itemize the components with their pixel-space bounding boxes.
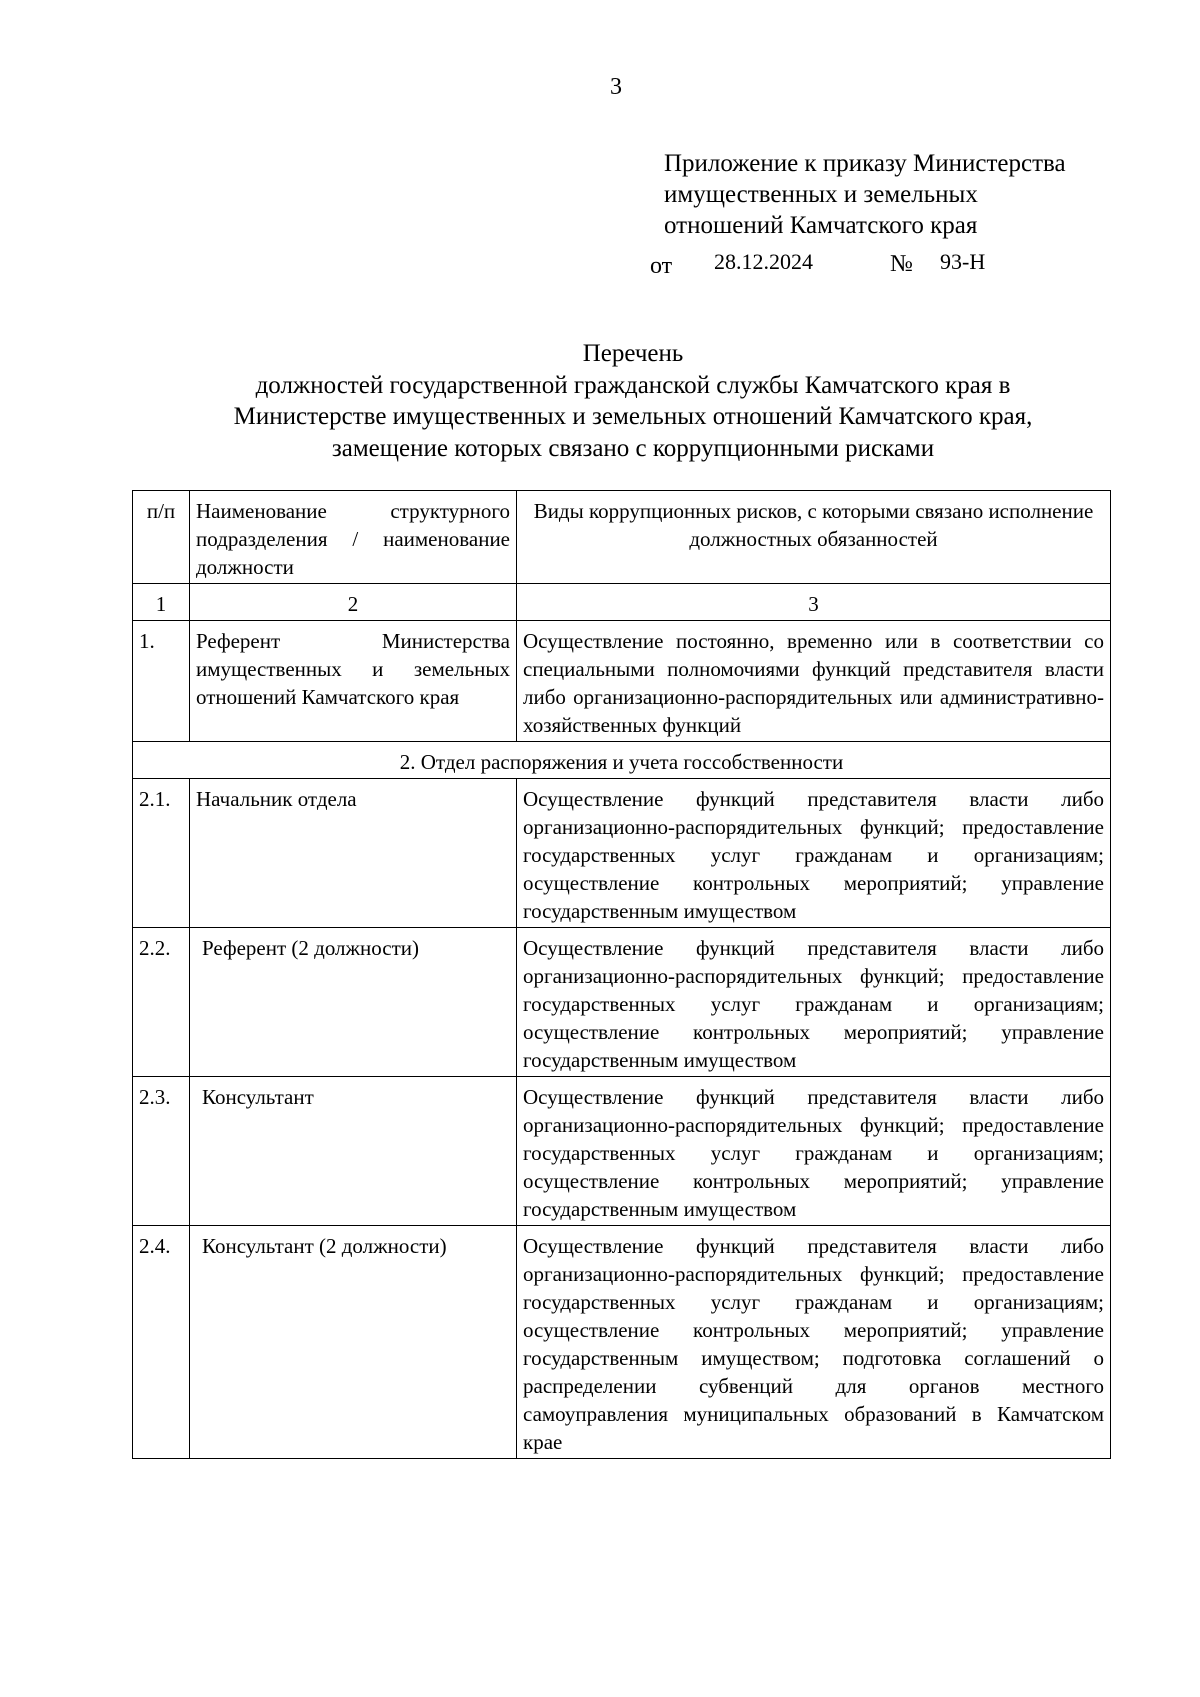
title-line: Перечень <box>582 340 684 367</box>
row-number: 2.2. <box>133 928 190 1077</box>
page-number: 3 <box>610 74 622 100</box>
positions-table <box>132 490 1111 1459</box>
row-number: 1. <box>133 621 190 742</box>
header-cell-risks: Виды коррупционных рисков, с которыми связано исполнение должностных обязанностей <box>517 491 1111 584</box>
risk-description: Осуществление функций представителя власти либо организационно-распорядительных функций; предоставление государственных услуг гражданам и организациям; осуществление контрольных мероприятий; управление государственным имуществом <box>517 779 1111 928</box>
table-header-row <box>133 491 1111 584</box>
document-title <box>130 338 1136 464</box>
table-row <box>133 928 1111 1077</box>
from-label: от <box>650 253 673 279</box>
position-name: Начальник отдела <box>190 779 517 928</box>
table-row <box>133 779 1111 928</box>
appendix-line: Приложение к приказу Министерства <box>664 150 1066 177</box>
table-row <box>133 621 1111 742</box>
order-number: 93-Н <box>940 249 986 274</box>
column-number: 3 <box>517 584 1111 621</box>
column-number: 2 <box>190 584 517 621</box>
risk-description: Осуществление постоянно, временно или в соответствии со специальными полномочиями функций представителя власти либо организационно-распорядительных или административно-хозяйственных функций <box>517 621 1111 742</box>
position-name: Референт Министерства имущественных и земельных отношений Камчатского края <box>190 621 517 742</box>
title-line: должностей государственной гражданской службы Камчатского края в <box>255 371 1011 399</box>
appendix-line: имущественных и земельных <box>664 181 978 208</box>
section-row <box>133 742 1111 779</box>
header-cell-number: п/п <box>133 491 190 584</box>
title-line: Министерстве имущественных и земельных отношений Камчатского края, <box>233 403 1033 430</box>
section-title: 2. Отдел распоряжения и учета госсобственности <box>133 742 1111 779</box>
risk-description: Осуществление функций представителя власти либо организационно-распорядительных функций; предоставление государственных услуг гражданам и организациям; осуществление контрольных мероприятий; управление государственным имуществом <box>517 928 1111 1077</box>
risk-description: Осуществление функций представителя власти либо организационно-распорядительных функций; предоставление государственных услуг гражданам и организациям; осуществление контрольных мероприятий; управление государственным имуществом <box>517 1077 1111 1226</box>
column-number: 1 <box>133 584 190 621</box>
appendix-line: отношений Камчатского края <box>664 212 978 239</box>
table-row <box>133 1077 1111 1226</box>
row-number: 2.4. <box>133 1226 190 1459</box>
row-number: 2.1. <box>133 779 190 928</box>
appendix-heading <box>664 148 1066 241</box>
position-name: Референт (2 должности) <box>190 928 517 1077</box>
position-name: Консультант (2 должности) <box>190 1226 517 1459</box>
position-name: Консультант <box>190 1077 517 1226</box>
title-line: замещение которых связано с коррупционными рисками <box>331 434 935 462</box>
table-row <box>133 1226 1111 1459</box>
header-cell-name: Наименование структурного подразделения / наименование должности <box>190 491 517 584</box>
column-number-row <box>133 584 1111 621</box>
risk-description: Осуществление функций представителя власти либо организационно-распорядительных функций; предоставление государственных услуг гражданам и организациям; осуществление контрольных мероприятий; управление государственным имуществом; подготовка соглашений о распределении субвенций для органов местного самоуправления муниципальных образований в Камчатском крае <box>517 1226 1111 1459</box>
order-date: 28.12.2024 <box>714 249 813 274</box>
number-label: № <box>890 251 913 277</box>
row-number: 2.3. <box>133 1077 190 1226</box>
